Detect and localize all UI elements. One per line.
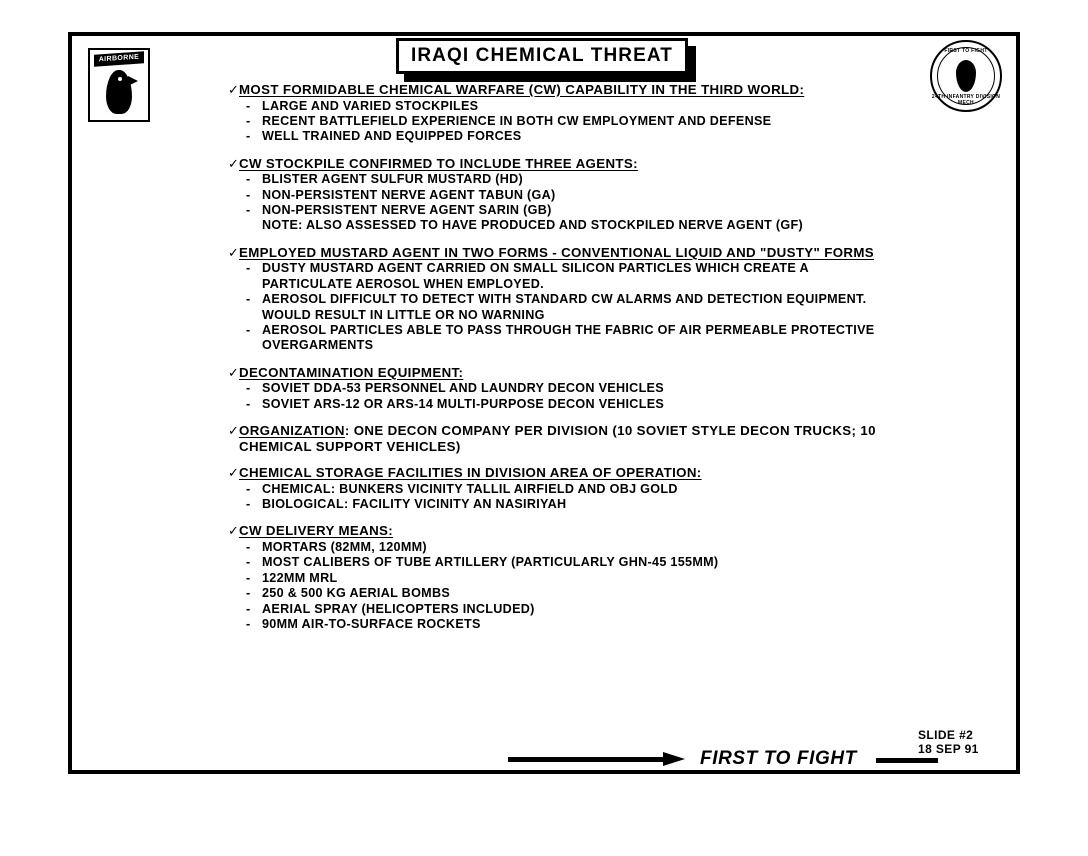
- list-item: [246, 99, 888, 114]
- list-item: [246, 497, 888, 512]
- arrow-shaft: [508, 757, 668, 762]
- list-item: [246, 571, 888, 586]
- airborne-tab-label: AIRBORNE: [94, 51, 144, 66]
- list-item-text: DUSTY MUSTARD AGENT CARRIED ON SMALL SILICON PARTICLES WHICH CREATE A PARTICULATE AEROSOL WHEN EMPLOYED.: [262, 261, 809, 291]
- block-heading: [228, 156, 888, 172]
- list-item: [246, 397, 888, 412]
- dash-marker: -: [246, 292, 251, 307]
- content-block: [228, 245, 888, 354]
- page-title: IRAQI CHEMICAL THREAT: [410, 45, 673, 66]
- list-item-text: NON-PERSISTENT NERVE AGENT SARIN (GB): [262, 203, 552, 218]
- bullet-list: [228, 261, 888, 353]
- dash-marker: -: [246, 322, 251, 337]
- list-item: [246, 188, 888, 203]
- list-item-text: SOVIET ARS-12 OR ARS-14 MULTI-PURPOSE DECON VEHICLES: [262, 396, 665, 411]
- block-heading-text: CHEMICAL STORAGE FACILITIES IN DIVISION AREA OF OPERATION:: [239, 465, 702, 481]
- dash-marker: -: [246, 616, 251, 631]
- list-item-text: CHEMICAL: BUNKERS VICINITY TALLIL AIRFIELD AND OBJ GOLD: [262, 481, 678, 496]
- list-item-text: AEROSOL DIFFICULT TO DETECT WITH STANDARD CW ALARMS AND DETECTION EQUIPMENT. WOULD RESULT IN LITTLE OR NO WARNING: [262, 292, 867, 322]
- arrow-head: [663, 752, 685, 766]
- block-heading: [228, 523, 888, 539]
- list-item: [246, 114, 888, 129]
- check-icon: ✓: [228, 523, 240, 539]
- footer-arrow-icon: [508, 752, 686, 766]
- footer-slogan: FIRST TO FIGHT: [700, 748, 857, 769]
- list-item: [246, 482, 888, 497]
- block-heading-text: DECONTAMINATION EQUIPMENT:: [239, 364, 464, 380]
- patch-top-label: FIRST TO FIGHT: [944, 48, 988, 54]
- dash-marker: -: [246, 381, 251, 396]
- dash-marker: -: [246, 539, 251, 554]
- dash-marker: -: [246, 481, 251, 496]
- block-note: NOTE: ALSO ASSESSED TO HAVE PRODUCED AND STOCKPILED NERVE AGENT (GF): [262, 218, 803, 233]
- block-heading-text: CW DELIVERY MEANS:: [239, 523, 394, 539]
- block-heading-text: EMPLOYED MUSTARD AGENT IN TWO FORMS - CONVENTIONAL LIQUID AND "DUSTY" FORMS: [239, 244, 874, 260]
- bullet-list: [228, 172, 888, 218]
- content-block: [228, 156, 888, 234]
- dash-marker: -: [246, 570, 251, 585]
- list-item-text: WELL TRAINED AND EQUIPPED FORCES: [262, 129, 522, 144]
- dash-marker: -: [246, 396, 251, 411]
- dash-marker: -: [246, 586, 251, 601]
- list-item: [246, 323, 888, 354]
- dash-marker: -: [246, 601, 251, 616]
- title-box: [396, 38, 688, 74]
- block-heading: [228, 465, 888, 481]
- list-item-text: SOVIET DDA-53 PERSONNEL AND LAUNDRY DECON VEHICLES: [262, 381, 664, 396]
- check-icon: ✓: [228, 244, 240, 260]
- list-item-text: 122MM MRL: [262, 570, 338, 585]
- list-item-text: 90MM AIR-TO-SURFACE ROCKETS: [262, 616, 481, 631]
- list-item: [246, 586, 888, 601]
- check-icon: ✓: [228, 364, 240, 380]
- footer-rule: [876, 758, 938, 763]
- bullet-list: [228, 381, 888, 412]
- dash-marker: -: [246, 187, 251, 202]
- block-heading: [228, 365, 888, 381]
- slide-content: [228, 82, 888, 643]
- list-item: [246, 292, 888, 323]
- list-item-text: LARGE AND VARIED STOCKPILES: [262, 98, 479, 113]
- dash-marker: -: [246, 497, 251, 511]
- block-heading: [228, 423, 888, 454]
- dash-marker: -: [246, 113, 251, 128]
- list-item: [246, 203, 888, 218]
- dash-marker: -: [246, 203, 251, 218]
- block-heading-text: [239, 423, 888, 454]
- slide-date: 18 SEP 91: [918, 742, 979, 756]
- eagle-eye-icon: [118, 77, 122, 81]
- block-heading-text: CW STOCKPILE CONFIRMED TO INCLUDE THREE AGENTS:: [239, 155, 638, 171]
- content-block: [228, 423, 888, 454]
- content-block: [228, 523, 888, 632]
- bullet-list: [228, 482, 888, 513]
- list-item-text: MOST CALIBERS OF TUBE ARTILLERY (PARTICULARLY GHN-45 155MM): [262, 555, 719, 570]
- content-block: [228, 365, 888, 412]
- eagle-beak-icon: [128, 76, 138, 86]
- list-item: [246, 172, 888, 187]
- content-block: [228, 82, 888, 145]
- list-item: [246, 555, 888, 570]
- content-block: [228, 465, 888, 512]
- list-item: [246, 381, 888, 396]
- list-item-text: BLISTER AGENT SULFUR MUSTARD (HD): [262, 172, 524, 187]
- dash-marker: -: [246, 172, 251, 187]
- dash-marker: -: [246, 98, 251, 113]
- list-item: [246, 261, 888, 292]
- check-icon: ✓: [228, 423, 240, 439]
- block-heading: [228, 245, 888, 261]
- list-item-text: RECENT BATTLEFIELD EXPERIENCE IN BOTH CW EMPLOYMENT AND DEFENSE: [262, 113, 772, 128]
- list-item-text: MORTARS (82MM, 120MM): [262, 539, 427, 554]
- check-icon: ✓: [228, 82, 240, 97]
- check-icon: ✓: [228, 155, 240, 171]
- list-item: [246, 129, 888, 144]
- list-item: [246, 602, 888, 617]
- list-item-text: BIOLOGICAL: FACILITY VICINITY AN NASIRIYAH: [262, 497, 567, 511]
- bullet-list: [228, 99, 888, 145]
- division-patch-icon: [930, 40, 1002, 112]
- check-icon: ✓: [228, 465, 240, 481]
- slide-number: SLIDE #2: [918, 728, 974, 742]
- patch-bottom-label: 24TH INFANTRY DIVISION MECH: [931, 94, 1001, 106]
- dash-marker: -: [246, 555, 251, 570]
- list-item: [246, 617, 888, 632]
- bullet-list: [228, 540, 888, 632]
- block-heading-rest: : ONE DECON COMPANY PER DIVISION (10 SOVIET STYLE DECON TRUCKS; 10 CHEMICAL SUPPORT VEHICLES): [239, 423, 876, 454]
- block-heading-keyword: ORGANIZATION: [239, 423, 345, 439]
- block-heading: [228, 82, 888, 98]
- block-heading-text: MOST FORMIDABLE CHEMICAL WARFARE (CW) CAPABILITY IN THE THIRD WORLD:: [239, 82, 805, 97]
- dash-marker: -: [246, 261, 251, 276]
- list-item-text: AERIAL SPRAY (HELICOPTERS INCLUDED): [262, 601, 535, 616]
- dash-marker: -: [246, 129, 251, 144]
- list-item-text: AEROSOL PARTICLES ABLE TO PASS THROUGH THE FABRIC OF AIR PERMEABLE PROTECTIVE OVERGARMENTS: [262, 322, 875, 353]
- list-item-text: 250 & 500 KG AERIAL BOMBS: [262, 586, 451, 601]
- airborne-patch-icon: [88, 48, 150, 122]
- list-item: [246, 540, 888, 555]
- list-item-text: NON-PERSISTENT NERVE AGENT TABUN (GA): [262, 187, 556, 202]
- slide-meta: [918, 728, 979, 756]
